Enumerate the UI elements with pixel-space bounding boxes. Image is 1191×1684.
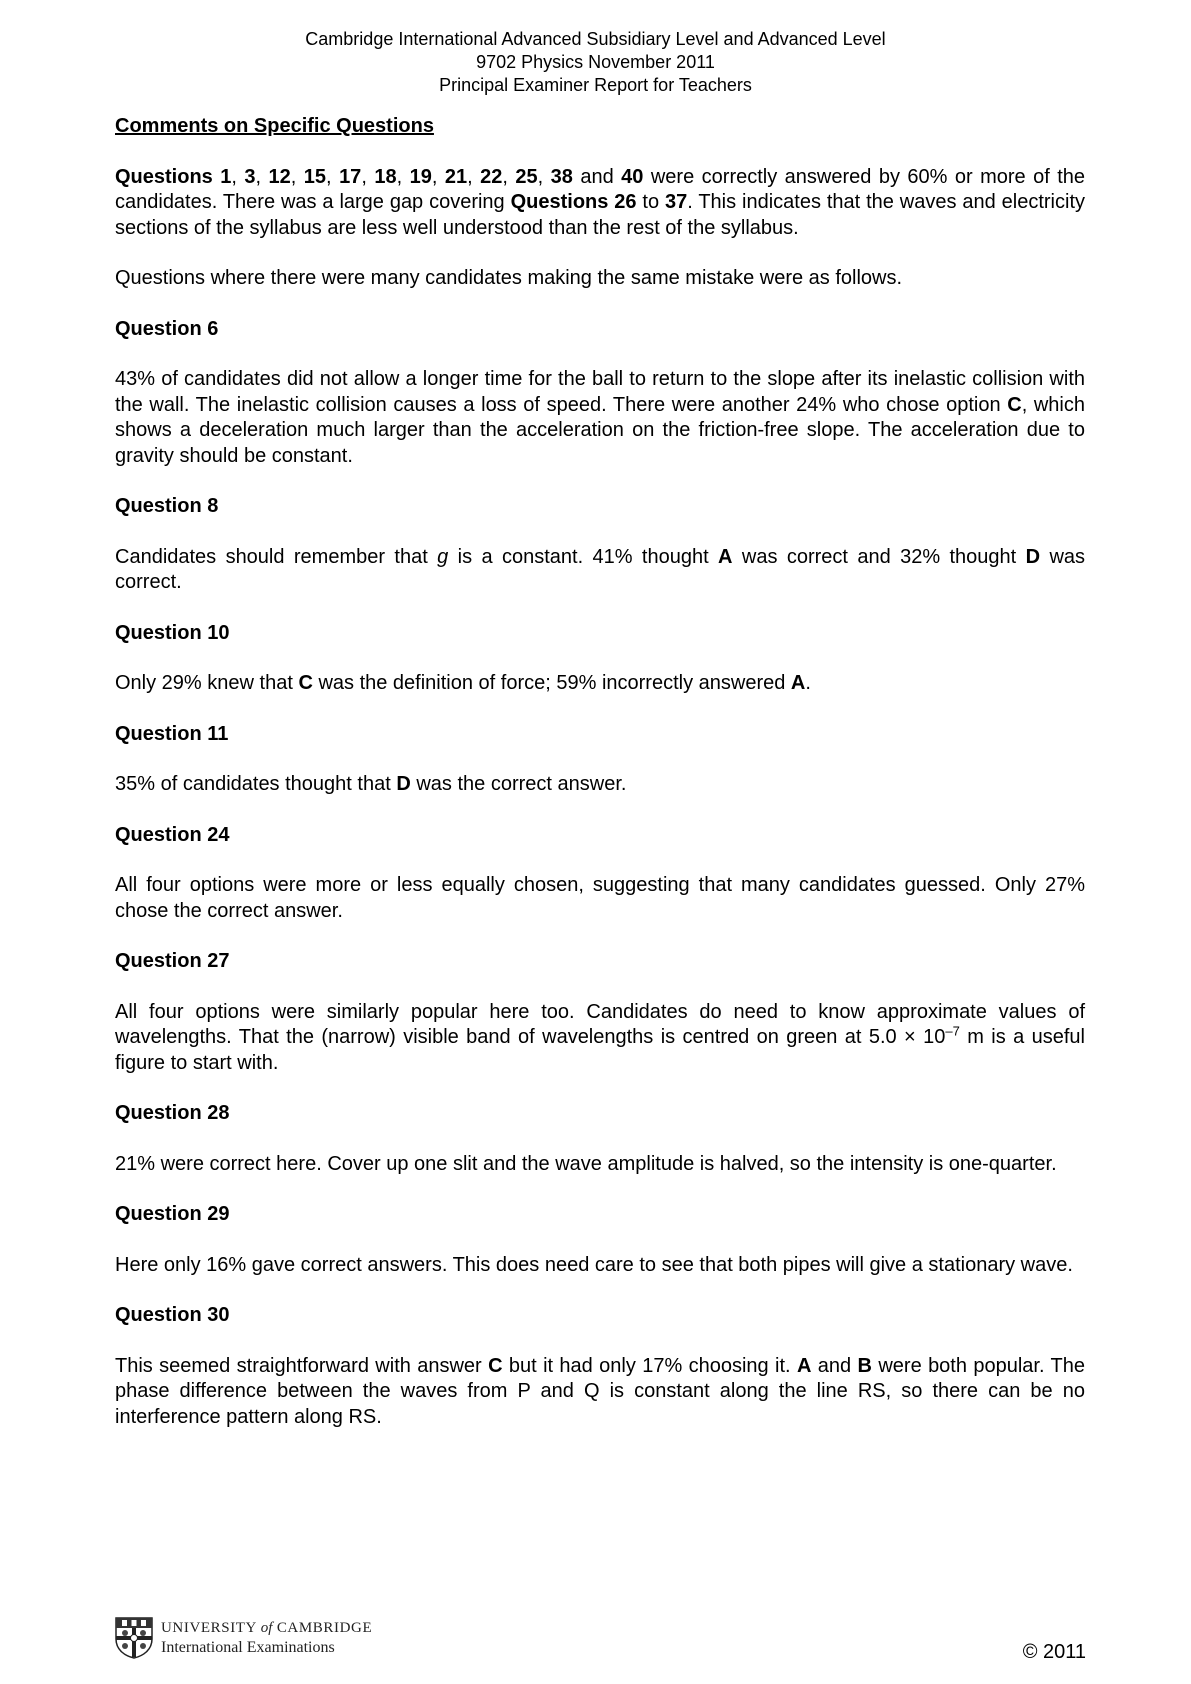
answer-option: A [790, 672, 806, 694]
comment-text: 35% of candidates thought that [115, 773, 397, 795]
intro-sep: , [326, 165, 340, 188]
intro-sep: , [231, 165, 245, 188]
header-syllabus: 9702 Physics November 2011 [476, 52, 715, 72]
comment-text: Candidates should remember that [115, 545, 438, 568]
intro-sep: , [290, 165, 304, 188]
comment-text: was correct. [115, 545, 1086, 593]
comment-text: . [805, 672, 811, 694]
intro-q: 12 [268, 165, 291, 188]
question-29-heading: Question 29 [115, 1203, 230, 1225]
intro-q: 38 [550, 165, 573, 188]
question-29-comment: Here only 16% gave correct answers. This does need care to see that both pipes will give a stationary wave. [115, 1253, 1073, 1276]
intro-sep: , [431, 165, 445, 188]
question-24-comment: All four options were more or less equally chosen, suggesting that many candidates guessed. Only 27% chose the correct answer. [115, 874, 1085, 922]
comment-text: but it had only 17% choosing it. [502, 1354, 797, 1377]
intro-gap-start: Questions 26 [510, 191, 637, 213]
copyright-notice: © 2011 [1022, 1641, 1086, 1663]
question-27-heading: Question 27 [115, 950, 230, 972]
question-11-comment [115, 772, 1085, 798]
answer-option: C [298, 672, 313, 694]
question-10-heading: Question 10 [115, 621, 230, 644]
symbol-g: g [437, 545, 449, 568]
intro-sep: , [502, 165, 516, 188]
question-30-comment [115, 1354, 1085, 1431]
comment-text: 43% of candidates did not allow a longer time for the ball to return to the slope after its inelastic collision with the wall. The inelastic collision causes a loss of speed. There were another 24% who chose option [115, 368, 1085, 416]
report-body [115, 114, 1085, 1455]
logo-university [161, 1619, 372, 1638]
question-28-heading: Question 28 [115, 1102, 230, 1124]
intro-sep: , [396, 165, 410, 188]
intro-q: 22 [480, 165, 503, 188]
comment-text: is a constant. 41% thought [448, 545, 719, 568]
intro-sep: , [467, 165, 481, 188]
section-title: Comments on Specific Questions [115, 115, 434, 137]
logo-text-part: of [260, 1620, 273, 1636]
question-27-comment [115, 1000, 1085, 1077]
cambridge-logo [115, 1617, 372, 1659]
logo-text-part: UNIVERSITY [161, 1620, 261, 1636]
logo-international-examinations: International Examinations [161, 1639, 335, 1656]
comment-text: were both popular. The phase difference between the waves from P and Q is constant along the line RS, so there can be no interference pattern along RS. [115, 1354, 1085, 1428]
intro-q: 25 [515, 165, 538, 188]
question-11-heading: Question 11 [115, 722, 229, 745]
comment-text: All four options were similarly popular here too. Candidates do need to know approximate values of wavelengths. That the (narrow) visible band of wavelengths is centred on green at 5.0 × 10 [115, 1000, 1085, 1048]
intro-paragraph [115, 165, 1085, 242]
intro-text: . This indicates that the waves and electricity sections of the syllabus are less well understood than the rest of the syllabus. [115, 191, 1085, 239]
page-header [0, 28, 1191, 97]
question-6-comment [115, 367, 1085, 469]
mistakes-intro: Questions where there were many candidates making the same mistake were as follows. [115, 267, 903, 289]
intro-q-label: Questions [115, 165, 213, 188]
intro-q: 18 [374, 165, 397, 188]
intro-text: were correctly answered by 60% or more of the candidates. There was a large gap covering [115, 165, 1086, 213]
intro-and: and [572, 165, 622, 188]
answer-option: B [857, 1354, 872, 1377]
answer-option: D [396, 773, 411, 795]
comment-text: and [811, 1354, 858, 1377]
intro-sep: , [255, 165, 269, 188]
comment-text: was the definition of force; 59% incorrectly answered [312, 672, 791, 694]
answer-option: A [796, 1354, 812, 1377]
logo-wordmark [161, 1619, 372, 1657]
university-crest-icon [115, 1617, 153, 1659]
intro-q: 1 [220, 165, 232, 188]
intro-gap-end: 37 [665, 191, 688, 213]
answer-option: C [488, 1354, 503, 1377]
intro-q: 3 [244, 165, 256, 188]
question-24-heading: Question 24 [115, 823, 230, 846]
question-30-heading: Question 30 [115, 1304, 230, 1326]
comment-text: was correct and 32% thought [732, 545, 1026, 568]
answer-option: C [1007, 393, 1022, 416]
header-qualification: Cambridge International Advanced Subsidiary Level and Advanced Level [305, 29, 886, 49]
intro-q: 17 [339, 165, 362, 188]
answer-option: D [1025, 545, 1041, 568]
question-8-heading: Question 8 [115, 495, 219, 517]
comment-text: was the correct answer. [410, 773, 627, 795]
intro-to: to [636, 191, 665, 213]
intro-q: 19 [409, 165, 432, 188]
header-report-title: Principal Examiner Report for Teachers [439, 75, 752, 95]
intro-q: 21 [444, 165, 468, 188]
comment-text: This seemed straightforward with answer [115, 1354, 489, 1377]
question-8-comment [115, 545, 1085, 596]
intro-q: 15 [303, 165, 327, 188]
logo-text-part: CAMBRIDGE [272, 1620, 373, 1636]
question-10-comment [115, 671, 1085, 697]
intro-sep: , [537, 165, 551, 188]
comment-text: , which shows a deceleration much larger than the acceleration on the friction-free slope. The acceleration due to gravity should be constant. [115, 393, 1085, 467]
question-28-comment: 21% were correct here. Cover up one slit and the wave amplitude is halved, so the intensity is one-quarter. [115, 1152, 1057, 1175]
answer-option: A [718, 545, 733, 568]
question-6-heading: Question 6 [115, 317, 219, 340]
intro-q: 40 [621, 165, 644, 188]
comment-text: Only 29% knew that [115, 672, 299, 694]
exponent: –7 [945, 1023, 960, 1039]
intro-sep: , [361, 165, 375, 188]
comment-text: m is a useful figure to start with. [115, 1026, 1085, 1074]
